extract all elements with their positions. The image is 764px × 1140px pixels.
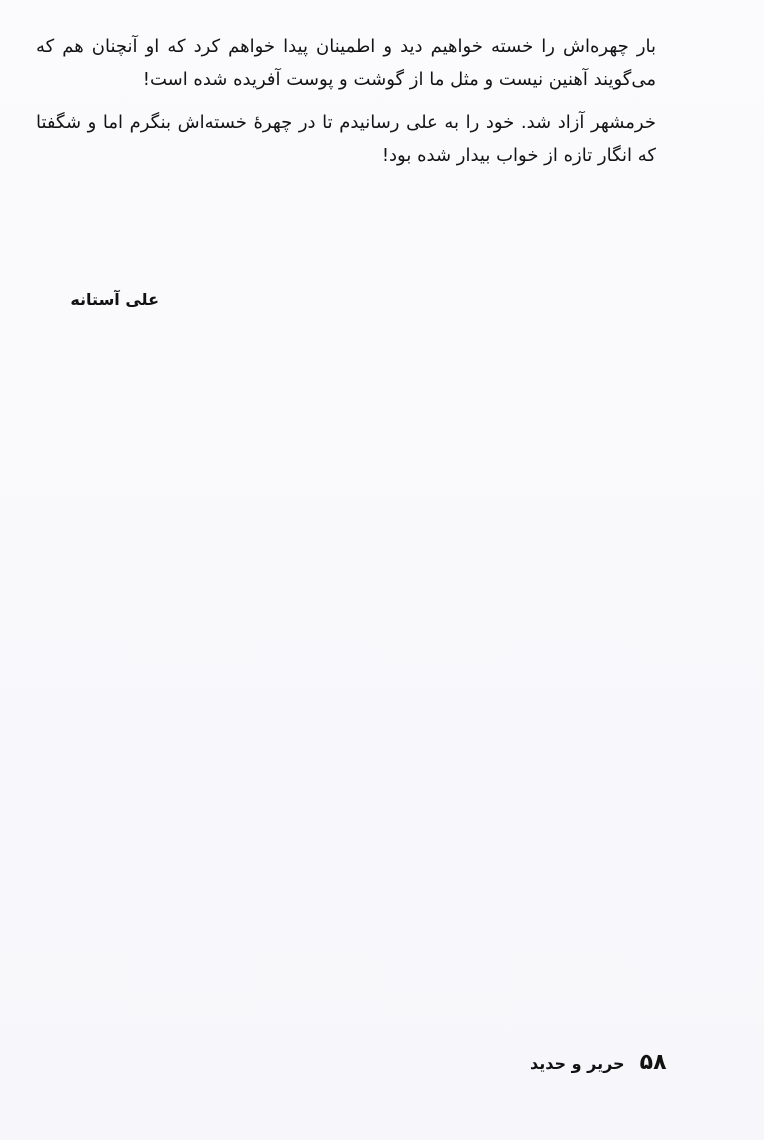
paragraph-2: خرمشهر آزاد شد. خود را به علی رسانیدم تا در چهرهٔ خسته‌اش بنگرم اما و شگفتا که انگار تازه از خواب بیدار شده بود! (36, 112, 656, 166)
author-signature: علی آستانه (70, 290, 159, 309)
running-book-title: حریر و حدید (530, 1054, 625, 1073)
reverse-side-title-bleed (260, 320, 268, 350)
page-number: ۵۸ (639, 1050, 667, 1075)
body-text (36, 30, 656, 182)
page-footer (530, 1050, 667, 1075)
paragraph-1: بار چهره‌اش را خسته خواهیم دید و اطمینان پیدا خواهم کرد که او آنچنان هم که می‌گویند آهنین نیست و مثل ما از گوشت و پوست آفریده شده است! (36, 36, 656, 90)
reverse-side-handwriting-bleed (60, 470, 700, 514)
